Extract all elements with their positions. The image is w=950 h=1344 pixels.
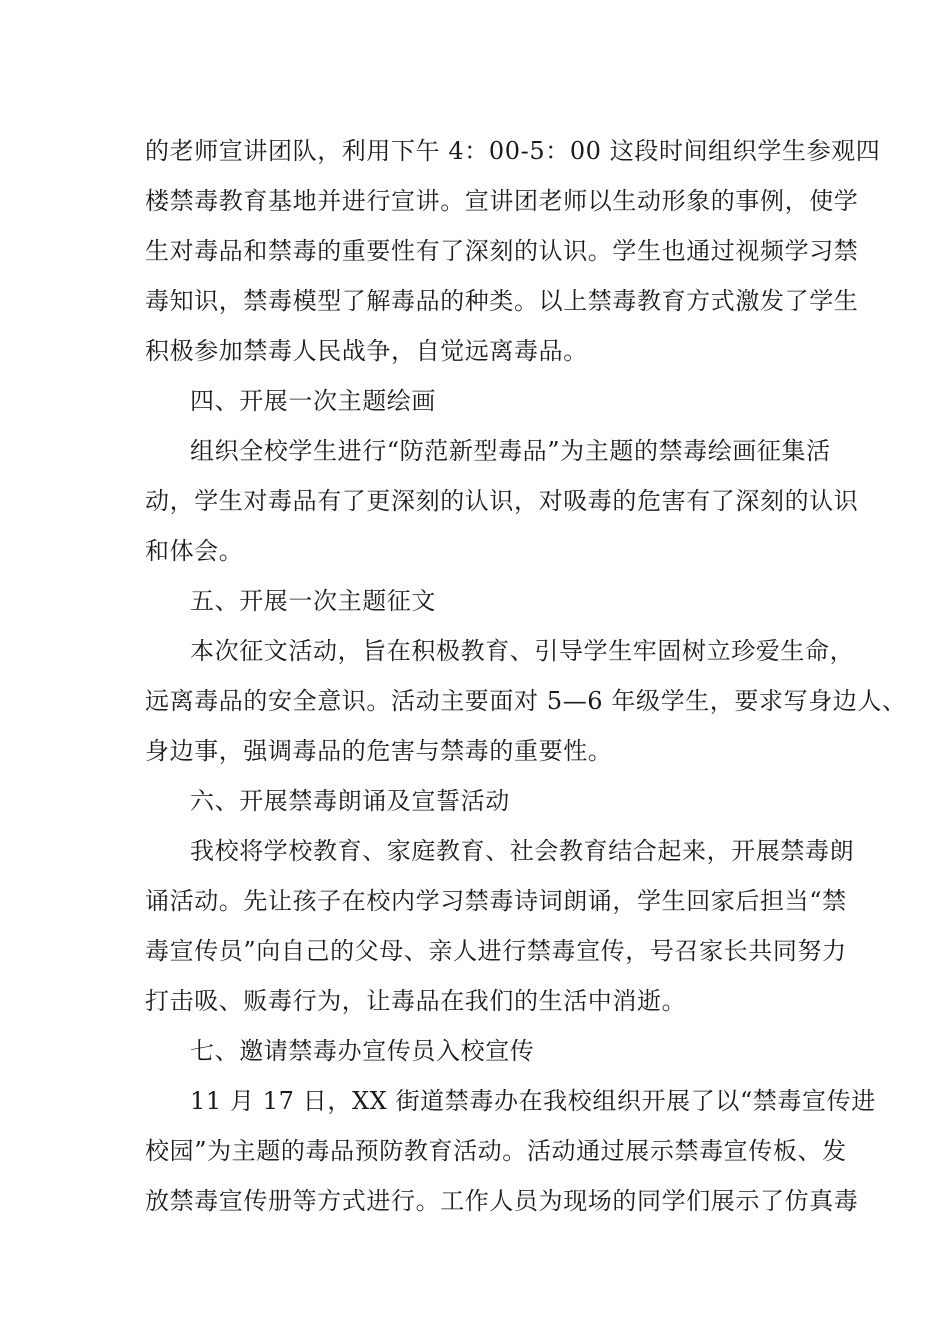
paragraph-line: 组织全校学生进行“防范新型毒品”为主题的禁毒绘画征集活 — [190, 437, 831, 465]
paragraph-line: 11 月 17 日，XX 街道禁毒办在我校组织开展了以“禁毒宣传进 — [190, 1087, 876, 1115]
paragraph-line: 我校将学校教育、家庭教育、社会教育结合起来，开展禁毒朗 — [190, 837, 855, 865]
paragraph-line: 生对毒品和禁毒的重要性有了深刻的认识。学生也通过视频学习禁 — [145, 237, 859, 265]
section-heading-7: 七、邀请禁毒办宣传员入校宣传 — [190, 1037, 535, 1065]
section-heading-4: 四、开展一次主题绘画 — [190, 387, 436, 415]
paragraph-line: 身边事，强调毒品的危害与禁毒的重要性。 — [145, 737, 613, 765]
paragraph-line: 积极参加禁毒人民战争，自觉远离毒品。 — [145, 337, 588, 365]
paragraph-line: 动，学生对毒品有了更深刻的认识，对吸毒的危害有了深刻的认识 — [145, 487, 859, 515]
section-heading-6: 六、开展禁毒朗诵及宣誓活动 — [190, 787, 510, 815]
paragraph-line: 诵活动。先让孩子在校内学习禁毒诗词朗诵，学生回家后担当“禁 — [145, 887, 847, 915]
paragraph-line: 校园”为主题的毒品预防教育活动。活动通过展示禁毒宣传板、发 — [145, 1137, 847, 1165]
paragraph-line: 的老师宣讲团队，利用下午 4：00-5：00 这段时间组织学生参观四 — [145, 137, 881, 165]
paragraph-line: 打击吸、贩毒行为，让毒品在我们的生活中消逝。 — [145, 987, 687, 1015]
paragraph-line: 毒知识，禁毒模型了解毒品的种类。以上禁毒教育方式激发了学生 — [145, 287, 859, 315]
paragraph-line: 楼禁毒教育基地并进行宣讲。宣讲团老师以生动形象的事例，使学 — [145, 187, 859, 215]
paragraph-line: 放禁毒宣传册等方式进行。工作人员为现场的同学们展示了仿真毒 — [145, 1187, 859, 1215]
paragraph-line: 和体会。 — [145, 537, 244, 565]
paragraph-line: 毒宣传员”向自己的父母、亲人进行禁毒宣传，号召家长共同努力 — [145, 937, 847, 965]
paragraph-line: 远离毒品的安全意识。活动主要面对 5—6 年级学生，要求写身边人、 — [145, 687, 907, 715]
section-heading-5: 五、开展一次主题征文 — [190, 587, 436, 615]
paragraph-line: 本次征文活动，旨在积极教育、引导学生牢固树立珍爱生命， — [190, 637, 855, 665]
